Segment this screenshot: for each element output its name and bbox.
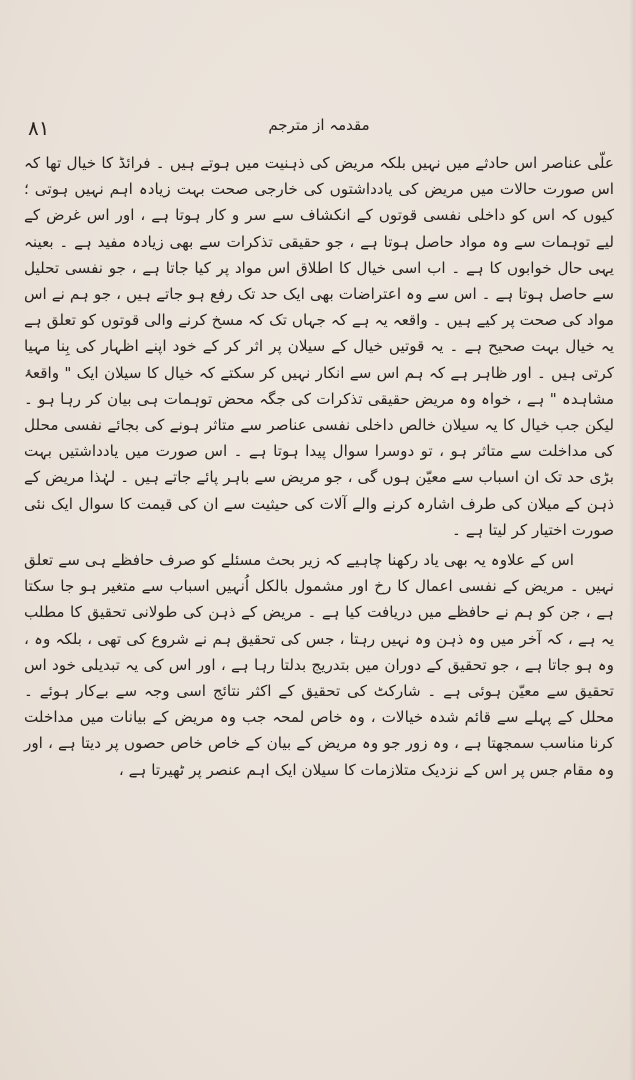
paragraph: اس کے علاوہ یہ بھی یاد رکھنا چاہیے کہ زیر بحث مسئلے کو صرف حافظے ہی سے تعلق نہیں ۔ مریض کے نفسی اعمال کا رخ اور مشمول بالکل اُنہیں اسباب سے متغیر ہو جا سکتا ہے ، جن کو ہم نے حافظے میں دریافت کیا ہے ۔ مریض کے ذہن کی طولانی تحقیق کا مطلب یہ ہے ، کہ آخر میں وہ ذہن وہ نہیں رہتا ، جس کی تحقیق ہم نے شروع کی تھی ، بلکہ وہ ، وہ ہو جاتا ہے ، جو تحقیق کے دوران میں بتدریج بدلتا رہا ہے ، اور اس کی یہ تبدیلی خود اس تحقیق سے معیّن ہوئی ہے ۔ شارکٹ کی تحقیق کے اکثر نتائج اسی وجہ سے بےکار ہوئے ۔ محلل کے پہلے سے قائم شدہ خیالات ، وہ خاص لمحہ جب وہ مریض کے بیانات میں مداخلت کرنا مناسب سمجھتا ہے ، وہ زور جو وہ مریض کے بیان کے خاص خاص حصوں پر دیتا ہے ، اور وہ مقام جس پر اس کے نزدیک متلازمات کا سیلان ایک اہم عنصر پر ٹھیرتا ہے ، xyxy=(24,551,614,779)
page-header xyxy=(28,116,610,142)
running-head: مقدمہ از مترجم xyxy=(268,116,370,134)
paragraph: علّی عناصر اس حادثے میں نہیں بلکہ مریض کی ذہنیت میں ہوتے ہیں ۔ فرائڈ کا خیال تھا کہ اس صورت حالات میں مریض کی یادداشتوں کی خارجی صحت بہت زیادہ اہم نہیں ہوتی ؛ کیوں کہ اس کو داخلی نفسی قوتوں کے انکشاف سے سر و کار ہوتا ہے ، اور اس غرض کے لیے توہمات سے وہ مواد حاصل ہوتا ہے ، جو حقیقی تذکرات سے بھی زیادہ مفید ہے ۔ بعینہ یہی حال خوابوں کا ہے ۔ اب اسی خیال کا اطلاق اس مواد پر کیا جاتا ہے ، جو نفسی تحلیل سے حاصل ہوتا ہے ۔ اس سے وہ اعتراضات بھی ایک حد تک رفع ہو جاتے ہیں ، جو ہم نے اس مواد کی صحت پر کیے ہیں ۔ واقعہ یہ ہے کہ جہاں تک کہ مسخ کرنے والی قوتوں کو تعلق ہے یہ خیال بہت صحیح ہے ۔ یہ قوتیں خیال کے سیلان پر اثر کر کے خود اپنے اظہار کی بِنا مہیا کرتی ہیں ۔ اور ظاہر ہے کہ ہم اس سے انکار نہیں کر سکتے کہ خیال کا سیلان ایک " واقعۂ مشاہدہ " ہے ، خواہ وہ مریض حقیقی تذکرات کی جگہ محض توہمات ہی بیان کر رہا ہو ۔ لیکن جب خیال کا یہ سیلان خالص داخلی نفسی عناصر سے متاثر ہونے کی بجائے نفسی محلل کی مداخلت سے متاثر ہو ، تو دوسرا سوال پیدا ہوتا ہے ۔ اس صورت میں یادداشتیں بہت بڑی حد تک ان اسباب سے معیّن ہوں گی ، جو مریض سے باہر پائے جاتے ہیں ۔ لہٰذا مریض کے ذہن کے میلان کی طرف اشارہ کرنے والے آلات کی حیثیت سے ان کی قیمت کا سوال ایک نئی صورت اختیار کر لیتا ہے ۔ xyxy=(24,154,614,539)
page-edge-shadow xyxy=(629,0,635,1080)
page-number: ۸۱ xyxy=(28,116,50,140)
body-text xyxy=(24,150,614,783)
